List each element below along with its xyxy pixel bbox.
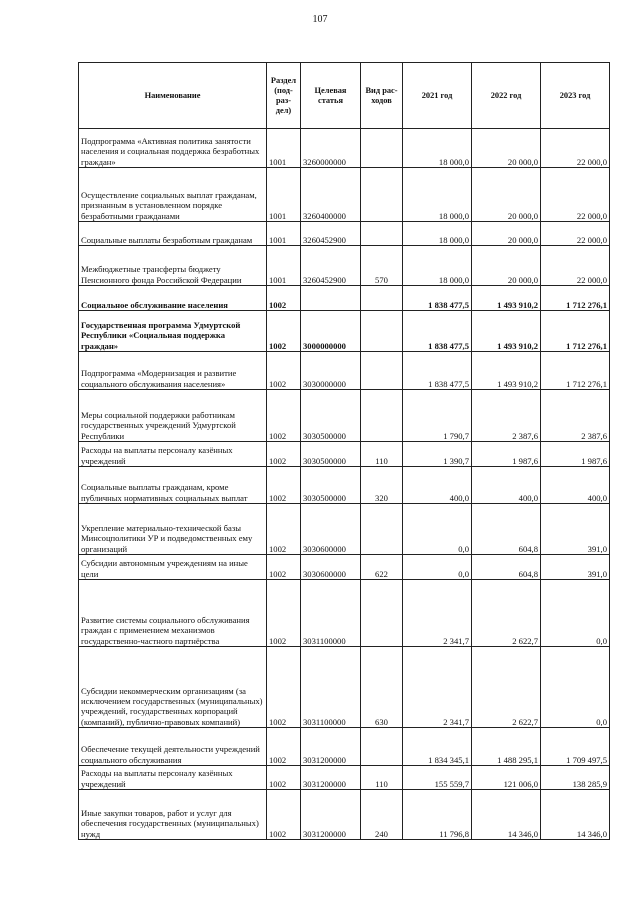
row-2022: 2 387,6 <box>472 390 541 442</box>
row-2021: 400,0 <box>403 467 472 504</box>
row-expense-type <box>361 222 403 246</box>
table-row <box>79 766 610 790</box>
row-2021: 0,0 <box>403 555 472 580</box>
row-name: Субсидии некоммерческим организациям (за исключением государственных (муниципальных) учреждений, государственных корпораций (компаний), публично-правовых компаний) <box>79 647 267 728</box>
row-2022: 20 000,0 <box>472 222 541 246</box>
row-expense-type: 320 <box>361 467 403 504</box>
row-2022: 1 493 910,2 <box>472 352 541 390</box>
row-target: 3260452900 <box>301 222 361 246</box>
row-2022: 20 000,0 <box>472 129 541 168</box>
table-row <box>79 390 610 442</box>
row-2023: 138 285,9 <box>541 766 610 790</box>
row-2023: 1 712 276,1 <box>541 352 610 390</box>
row-target: 3260452900 <box>301 246 361 286</box>
row-expense-type: 110 <box>361 766 403 790</box>
row-expense-type <box>361 352 403 390</box>
row-2023: 2 387,6 <box>541 390 610 442</box>
row-2021: 2 341,7 <box>403 580 472 647</box>
row-2022: 400,0 <box>472 467 541 504</box>
row-target: 3260000000 <box>301 129 361 168</box>
row-2022: 1 987,6 <box>472 442 541 467</box>
row-name: Государственная программа Удмуртской Республики «Социальная поддержка граждан» <box>79 311 267 352</box>
row-2021: 18 000,0 <box>403 246 472 286</box>
table-row <box>79 129 610 168</box>
row-2021: 2 341,7 <box>403 647 472 728</box>
row-section: 1002 <box>267 390 301 442</box>
row-name: Осуществление социальных выплат гражданам, признанным в установленном порядке безработными гражданами <box>79 168 267 222</box>
row-2021: 155 559,7 <box>403 766 472 790</box>
row-2022: 2 622,7 <box>472 647 541 728</box>
row-target: 3031200000 <box>301 728 361 766</box>
row-2022: 1 488 295,1 <box>472 728 541 766</box>
row-2022: 604,8 <box>472 555 541 580</box>
row-2023: 22 000,0 <box>541 129 610 168</box>
row-2023: 22 000,0 <box>541 168 610 222</box>
row-2022: 121 006,0 <box>472 766 541 790</box>
row-section: 1002 <box>267 352 301 390</box>
row-target: 3030500000 <box>301 390 361 442</box>
row-section: 1002 <box>267 442 301 467</box>
row-2021: 18 000,0 <box>403 129 472 168</box>
row-section: 1002 <box>267 766 301 790</box>
row-2021: 11 796,8 <box>403 790 472 840</box>
row-section: 1002 <box>267 311 301 352</box>
row-section: 1002 <box>267 790 301 840</box>
row-name: Социальное обслуживание населения <box>79 286 267 311</box>
row-2022: 2 622,7 <box>472 580 541 647</box>
table-row <box>79 728 610 766</box>
row-2023: 1 712 276,1 <box>541 286 610 311</box>
row-2023: 391,0 <box>541 504 610 555</box>
table-header-row <box>79 63 610 129</box>
header-2023: 2023 год <box>541 63 610 129</box>
row-target <box>301 286 361 311</box>
table-row <box>79 790 610 840</box>
page-number: 107 <box>312 14 328 25</box>
row-expense-type <box>361 390 403 442</box>
row-2023: 400,0 <box>541 467 610 504</box>
row-2021: 1 834 345,1 <box>403 728 472 766</box>
table-row <box>79 504 610 555</box>
row-section: 1002 <box>267 504 301 555</box>
row-name: Расходы на выплаты персоналу казённых учреждений <box>79 442 267 467</box>
row-2021: 1 838 477,5 <box>403 286 472 311</box>
row-2022: 1 493 910,2 <box>472 311 541 352</box>
row-2021: 18 000,0 <box>403 222 472 246</box>
row-expense-type <box>361 129 403 168</box>
row-2022: 20 000,0 <box>472 246 541 286</box>
row-section: 1002 <box>267 286 301 311</box>
row-target: 3031200000 <box>301 790 361 840</box>
row-2023: 1 709 497,5 <box>541 728 610 766</box>
row-section: 1002 <box>267 467 301 504</box>
header-2021: 2021 год <box>403 63 472 129</box>
row-expense-type: 630 <box>361 647 403 728</box>
row-2023: 1 987,6 <box>541 442 610 467</box>
header-name: Наименование <box>79 63 267 129</box>
header-expense-type: Вид рас-ходов <box>361 63 403 129</box>
row-2021: 1 838 477,5 <box>403 352 472 390</box>
row-2023: 14 346,0 <box>541 790 610 840</box>
row-section: 1001 <box>267 246 301 286</box>
table-row <box>79 580 610 647</box>
header-target: Целевая статья <box>301 63 361 129</box>
row-2021: 1 838 477,5 <box>403 311 472 352</box>
row-expense-type <box>361 580 403 647</box>
row-2021: 1 390,7 <box>403 442 472 467</box>
row-target: 3030600000 <box>301 504 361 555</box>
row-2022: 14 346,0 <box>472 790 541 840</box>
row-expense-type <box>361 311 403 352</box>
row-target: 3030500000 <box>301 442 361 467</box>
row-2022: 1 493 910,2 <box>472 286 541 311</box>
row-2023: 0,0 <box>541 580 610 647</box>
table-row <box>79 442 610 467</box>
row-section: 1002 <box>267 580 301 647</box>
row-expense-type <box>361 286 403 311</box>
table-row <box>79 311 610 352</box>
table-row <box>79 467 610 504</box>
row-target: 3031100000 <box>301 580 361 647</box>
row-name: Подпрограмма «Активная политика занятости населения и социальная поддержка безработных граждан» <box>79 129 267 168</box>
row-section: 1002 <box>267 555 301 580</box>
table-row <box>79 168 610 222</box>
table-row <box>79 647 610 728</box>
row-target: 3030600000 <box>301 555 361 580</box>
row-name: Межбюджетные трансферты бюджету Пенсионного фонда Российской Федерации <box>79 246 267 286</box>
row-name: Иные закупки товаров, работ и услуг для обеспечения государственных (муниципальных) нужд <box>79 790 267 840</box>
row-expense-type <box>361 168 403 222</box>
row-section: 1001 <box>267 222 301 246</box>
row-target: 3000000000 <box>301 311 361 352</box>
row-name: Подпрограмма «Модернизация и развитие социального обслуживания населения» <box>79 352 267 390</box>
row-2023: 391,0 <box>541 555 610 580</box>
row-expense-type: 110 <box>361 442 403 467</box>
table-row <box>79 286 610 311</box>
row-name: Социальные выплаты гражданам, кроме публичных нормативных социальных выплат <box>79 467 267 504</box>
row-name: Укрепление материально-технической базы Минсоцполитики УР и подведомственных ему организаций <box>79 504 267 555</box>
budget-table <box>78 62 610 840</box>
row-expense-type: 570 <box>361 246 403 286</box>
row-target: 3260400000 <box>301 168 361 222</box>
table-row <box>79 352 610 390</box>
row-2023: 0,0 <box>541 647 610 728</box>
row-section: 1002 <box>267 728 301 766</box>
row-2021: 1 790,7 <box>403 390 472 442</box>
row-name: Расходы на выплаты персоналу казённых учреждений <box>79 766 267 790</box>
table-body <box>79 129 610 840</box>
table-row <box>79 246 610 286</box>
row-expense-type <box>361 728 403 766</box>
table-row <box>79 555 610 580</box>
header-2022: 2022 год <box>472 63 541 129</box>
row-target: 3030000000 <box>301 352 361 390</box>
row-name: Меры социальной поддержки работникам государственных учреждений Удмуртской Республики <box>79 390 267 442</box>
row-name: Развитие системы социального обслуживания граждан с применением механизмов государственно-частного партнёрства <box>79 580 267 647</box>
row-section: 1001 <box>267 168 301 222</box>
row-expense-type <box>361 504 403 555</box>
row-2021: 18 000,0 <box>403 168 472 222</box>
row-expense-type: 622 <box>361 555 403 580</box>
row-section: 1002 <box>267 647 301 728</box>
row-2022: 20 000,0 <box>472 168 541 222</box>
header-section: Раздел (под-раз-дел) <box>267 63 301 129</box>
row-target: 3031100000 <box>301 647 361 728</box>
row-name: Субсидии автономным учреждениям на иные цели <box>79 555 267 580</box>
row-2021: 0,0 <box>403 504 472 555</box>
row-target: 3031200000 <box>301 766 361 790</box>
row-2023: 22 000,0 <box>541 222 610 246</box>
row-name: Социальные выплаты безработным гражданам <box>79 222 267 246</box>
row-section: 1001 <box>267 129 301 168</box>
row-name: Обеспечение текущей деятельности учреждений социального обслуживания <box>79 728 267 766</box>
table-row <box>79 222 610 246</box>
row-2023: 22 000,0 <box>541 246 610 286</box>
row-2022: 604,8 <box>472 504 541 555</box>
row-2023: 1 712 276,1 <box>541 311 610 352</box>
row-target: 3030500000 <box>301 467 361 504</box>
row-expense-type: 240 <box>361 790 403 840</box>
